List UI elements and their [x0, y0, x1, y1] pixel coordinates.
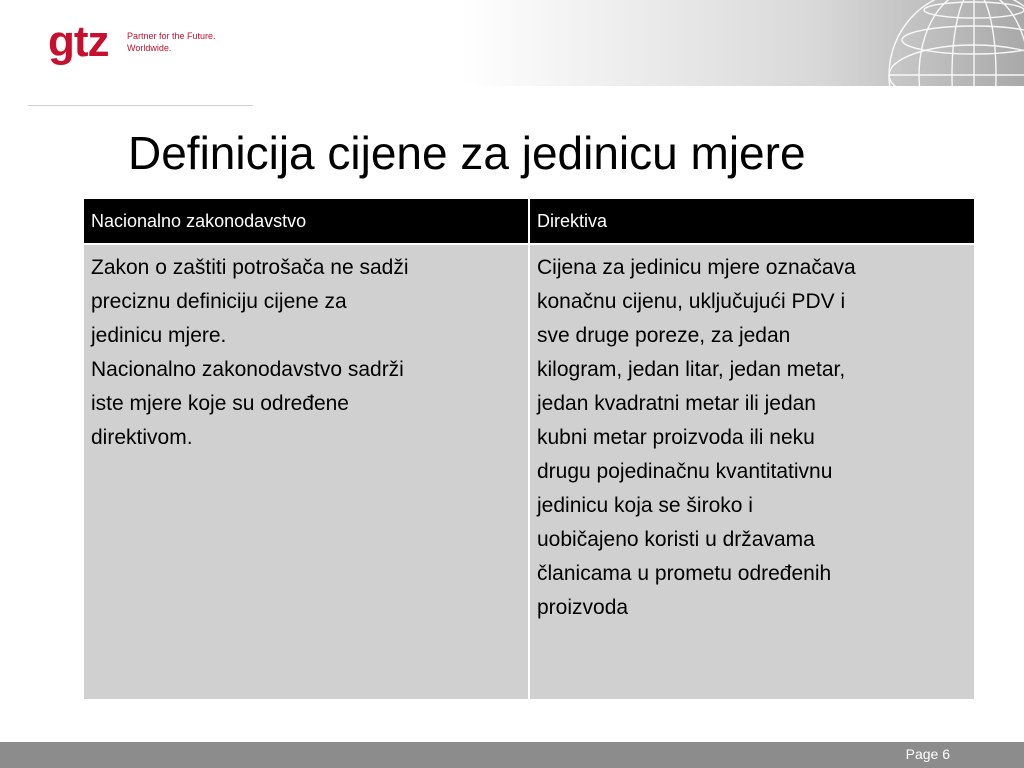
table-row: [83, 244, 975, 700]
text-line: Nacionalno zakonodavstvo sadrži: [91, 358, 404, 381]
comparison-table: [82, 197, 976, 701]
tagline-line-2: Worldwide.: [127, 43, 172, 53]
text-line: jedinicu mjere.: [91, 324, 227, 347]
header-bar: [0, 0, 1024, 86]
text-line: uobičajeno koristi u državama: [537, 528, 815, 551]
text-line: konačnu cijenu, uključujući PDV i: [537, 290, 846, 313]
cell-directive: [529, 244, 975, 700]
slide-title: Definicija cijene za jedinicu mjere: [128, 127, 806, 179]
text-line: kubni metar proizvoda ili neku: [537, 426, 815, 449]
page-number: Page 6: [905, 746, 950, 762]
tagline-line-1: Partner for the Future.: [127, 31, 216, 41]
text-line: jedinicu koja se široko i: [537, 494, 753, 517]
header-cell-directive: Direktiva: [529, 198, 975, 244]
text-line: Cijena za jedinicu mjere označava: [537, 256, 856, 279]
text-line: proizvoda: [537, 596, 629, 619]
text-line: Zakon o zaštiti potrošača ne sadži: [91, 256, 409, 279]
header-cell-national-law: Nacionalno zakonodavstvo: [83, 198, 529, 244]
table-header-row: [83, 198, 975, 244]
text-line: sve druge poreze, za jedan: [537, 324, 791, 347]
text-line: preciznu definiciju cijene za: [91, 290, 347, 313]
text-line: kilogram, jedan litar, jedan metar,: [537, 358, 846, 381]
globe-icon: [864, 0, 1024, 86]
text-line: jedan kvadratni metar ili jedan: [537, 392, 816, 415]
text-line: drugu pojedinačnu kvantitativnu: [537, 460, 833, 483]
brand-tagline: [127, 30, 216, 54]
footer-bar: [0, 742, 1024, 768]
header-divider: [28, 105, 253, 106]
gtz-logo: gtz: [48, 17, 109, 66]
text-line: direktivom.: [91, 426, 193, 449]
cell-national-law: [83, 244, 529, 700]
text-line: iste mjere koje su određene: [91, 392, 349, 415]
text-line: članicama u prometu određenih: [537, 562, 832, 585]
